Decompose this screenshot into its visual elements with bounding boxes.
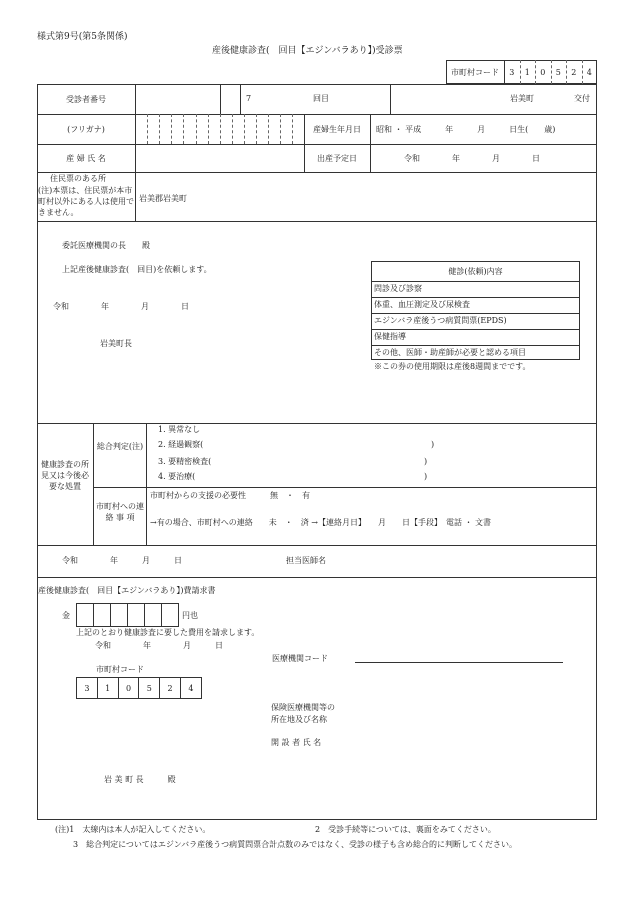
support-need-line[interactable]: 市町村からの支援の必要性 無 ・ 有 bbox=[150, 491, 310, 500]
code-digit: 1 bbox=[524, 67, 530, 77]
mayor-addressee: 岩 美 町 長 殿 bbox=[104, 775, 176, 784]
exam-item: その他、医師・助産師が必要と認める項目 bbox=[374, 348, 526, 357]
request-signer: 岩美町長 bbox=[100, 339, 132, 348]
exam-date[interactable]: 令和 年 月 日 bbox=[62, 556, 182, 565]
town-name: 岩美町 bbox=[510, 94, 534, 103]
amount-digit-box[interactable] bbox=[93, 603, 111, 627]
yen-label: 円也 bbox=[182, 611, 198, 620]
amount-digit-box[interactable] bbox=[161, 603, 179, 627]
founder-name-label: 開 設 者 氏 名 bbox=[271, 738, 322, 747]
exam-item: エジンバラ産後うつ病質問票(EPDS) bbox=[374, 316, 507, 325]
amount-digit-box[interactable] bbox=[76, 603, 94, 627]
institution-code-label: 医療機関コード bbox=[272, 654, 328, 663]
option-4[interactable]: 4. 要治療( bbox=[158, 472, 196, 481]
times-label: 回目 bbox=[313, 94, 329, 103]
invoice-title: 産後健康診査( 回目【エジンバラあり】)費請求書 bbox=[38, 586, 216, 595]
request-body: 上記産後健康診査( 回目)を依頼します。 bbox=[62, 265, 212, 274]
furigana-label: (フリガナ) bbox=[67, 124, 105, 134]
amount-digit-box[interactable] bbox=[144, 603, 162, 627]
invoice-municipal-code-label: 市町村コード bbox=[96, 665, 144, 674]
footnote-3: 3 総合判定についてはエジンバラ産後うつ病質問票合計点数のみではなく、受診の様子も含め総合的に判断してください。 bbox=[73, 840, 518, 849]
address-value[interactable]: 岩美郡岩美町 bbox=[139, 194, 187, 203]
contact-line[interactable]: →有の場合、市町村への連絡 未 ・ 済 →【連絡月日】 月 日【手段】 電話 ・ 文書 bbox=[150, 518, 492, 527]
kin-label: 金 bbox=[62, 611, 70, 620]
overall-judgement-label: 総合判定(注) bbox=[96, 442, 144, 451]
examinee-number-label: 受診者番号 bbox=[66, 94, 106, 104]
option-2[interactable]: 2. 経過観察( bbox=[158, 440, 204, 449]
exam-item: 問診及び診察 bbox=[374, 284, 422, 293]
form-title: 産後健康診査( 回目【エジンバラあり】)受診票 bbox=[212, 46, 403, 56]
request-addressee: 委託医療機関の長 殿 bbox=[62, 241, 150, 250]
invoice-code-digit: 4 bbox=[188, 683, 194, 693]
seven-value: 7 bbox=[246, 94, 252, 103]
contact-items-label: 市町村への連 絡 事 項 bbox=[96, 502, 144, 522]
institution-code-line[interactable] bbox=[355, 662, 563, 663]
option-3[interactable]: 3. 要精密検査( bbox=[158, 457, 212, 466]
doctor-name-label: 担当医師名 bbox=[286, 556, 326, 565]
code-digit: 2 bbox=[571, 67, 577, 77]
option-2-close: ) bbox=[431, 440, 435, 449]
invoice-code-digit: 1 bbox=[105, 683, 111, 693]
code-digit: 3 bbox=[509, 67, 515, 77]
due-date-value[interactable]: 令和 年 月 日 bbox=[404, 154, 540, 163]
form-number: 様式第9号(第5条関係) bbox=[37, 32, 128, 42]
institution-address-label-2: 所在地及び名称 bbox=[271, 715, 327, 724]
birthdate-value[interactable]: 昭和 ・ 平成 年 月 日生( 歳) bbox=[376, 125, 556, 134]
code-digit: 5 bbox=[555, 67, 561, 77]
option-1[interactable]: 1. 異常なし bbox=[158, 425, 201, 434]
code-digit: 0 bbox=[540, 67, 546, 77]
option-3-close: ) bbox=[424, 457, 428, 466]
birthdate-label: 産婦生年月日 bbox=[313, 124, 361, 134]
code-digit: 4 bbox=[586, 67, 592, 77]
municipal-code-label: 市町村コード bbox=[451, 67, 499, 77]
amount-digit-box[interactable] bbox=[110, 603, 128, 627]
findings-side-label: 健康診査の所見又は今後必要な処置 bbox=[41, 460, 89, 491]
amount-digit-box[interactable] bbox=[127, 603, 145, 627]
footnote-2: 2 受診手続等については、裏面をみてください。 bbox=[315, 825, 496, 834]
exam-item: 保健指導 bbox=[374, 332, 406, 341]
invoice-code-digit: 2 bbox=[167, 683, 173, 693]
invoice-date[interactable]: 令和 年 月 日 bbox=[95, 641, 223, 650]
institution-address-label: 保険医療機関等の bbox=[271, 703, 335, 712]
due-date-label: 出産予定日 bbox=[317, 153, 357, 163]
name-label: 産 婦 氏 名 bbox=[66, 153, 106, 163]
address-label: 住民票のある所 bbox=[50, 174, 106, 183]
exam-item: 体重、血圧測定及び尿検査 bbox=[374, 300, 470, 309]
exam-table-header: 健診(依頼)内容 bbox=[448, 266, 503, 276]
invoice-code-digit: 5 bbox=[146, 683, 152, 693]
exam-validity-note: ※この券の使用期限は産後8週間までです。 bbox=[374, 362, 531, 371]
option-4-close: ) bbox=[424, 472, 428, 481]
request-date: 令和 年 月 日 bbox=[53, 302, 189, 311]
footnote-1: (注)1 太線内は本人が記入してください。 bbox=[55, 825, 211, 834]
invoice-code-digit: 0 bbox=[125, 683, 132, 693]
address-note: (注)本票は、住民票が本市町村以外にある人は使用できません。 bbox=[38, 186, 134, 217]
delivery-label: 交付 bbox=[574, 94, 590, 103]
invoice-body: 上記のとおり健康診査に要した費用を請求します。 bbox=[76, 628, 260, 637]
invoice-code-digit: 3 bbox=[84, 683, 90, 693]
